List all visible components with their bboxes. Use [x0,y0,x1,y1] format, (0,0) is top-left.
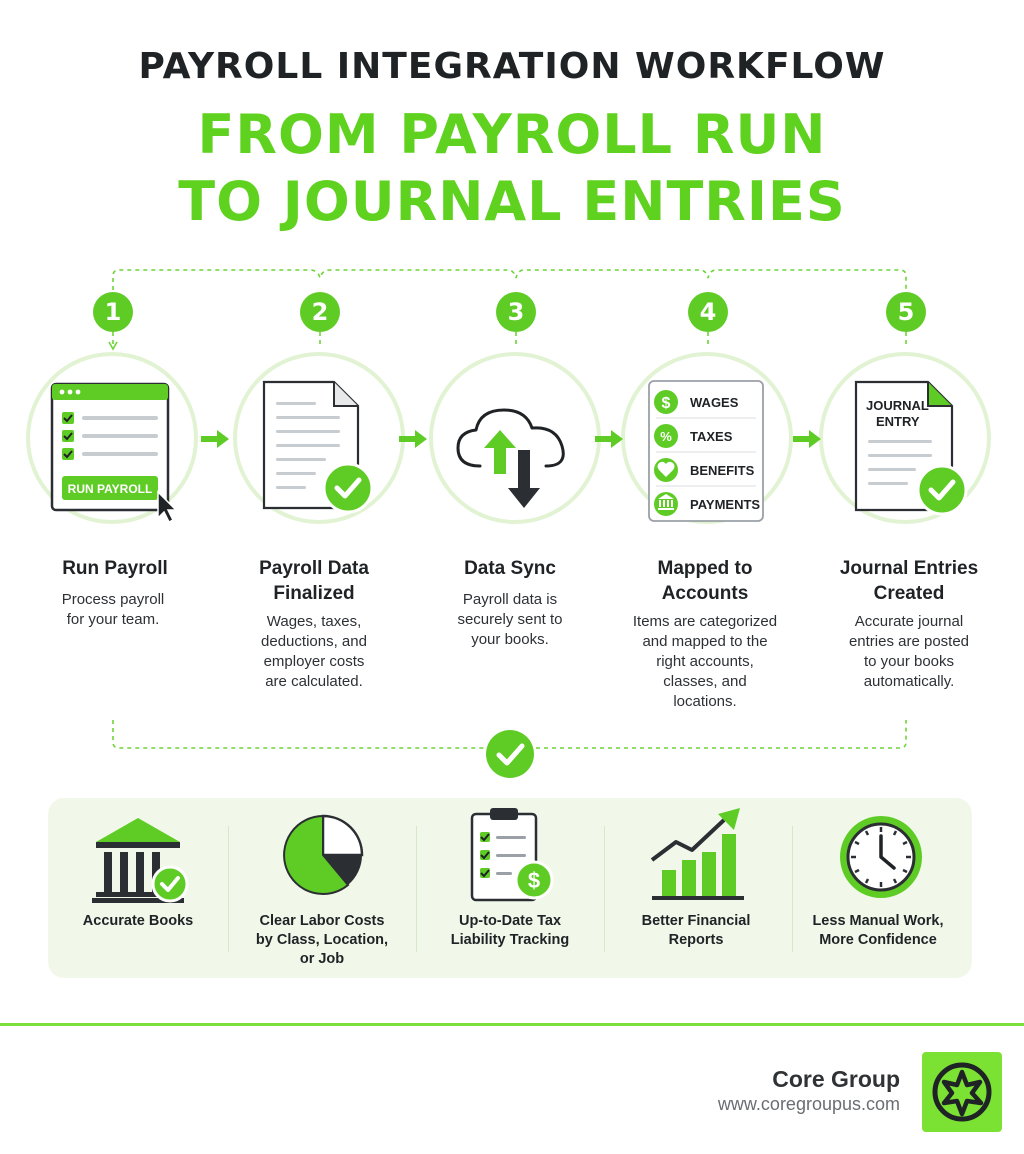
clipboard-dollar-icon [468,804,558,904]
cloud-sync-icon [452,404,576,516]
desc-line: deductions, and [261,633,367,650]
step-2-title-line-2: Finalized [273,583,355,604]
run-payroll-button: RUN PAYROLL [67,482,153,496]
desc-line: Payroll data is [462,591,558,608]
benefit-line: Clear Labor Costs [259,913,385,929]
step-5-description [824,612,994,692]
arrow-right-icon [397,428,429,450]
benefit-5 [788,912,968,950]
desc-line: right accounts, [656,653,754,670]
benefit-line: Up-to-Date Tax [458,913,562,929]
step-2-title [219,556,409,606]
step-5-title [814,556,1004,606]
page-subtitle-line-1: FROM PAYROLL RUN [197,103,827,166]
page-title: PAYROLL INTEGRATION WORKFLOW [138,46,886,87]
step-2-title-line-1: Payroll Data [259,558,369,579]
step-number-3: 3 [496,292,536,332]
account-item-taxes: TAXES [690,429,733,444]
step-3-description [425,590,595,650]
benefit-line: Accurate Books [82,913,194,929]
step-5-title-line-2: Created [873,583,945,604]
divider [228,826,229,952]
starburst-logo-icon [922,1052,1002,1132]
desc-line: your books. [471,631,549,648]
benefit-2 [232,912,412,969]
step-5-title-line-1: Journal Entries [839,558,979,579]
browser-checklist-icon [48,380,182,524]
step-4-description [620,612,790,712]
brand-block [718,1066,900,1116]
step-4-title-line-2: Accounts [661,583,749,604]
step-3-title [415,556,605,581]
journal-label-line-2: ENTRY [876,414,920,429]
account-item-payments: PAYMENTS [690,497,761,512]
brand-url[interactable]: www.coregroupus.com [717,1094,900,1114]
step-3-title-line-1: Data Sync [464,558,556,579]
step-number-5: 5 [886,292,926,332]
benefit-3 [420,912,600,950]
growth-chart-icon [648,806,748,902]
desc-line: Accurate journal [854,613,964,630]
step-2-description [229,612,399,692]
svg-text:$: $ [527,868,541,893]
desc-line: employer costs [263,653,365,670]
step-4-title [610,556,800,606]
desc-line: and mapped to the [642,633,768,650]
journal-entry-icon [850,378,970,522]
step-4-title-line-1: Mapped to [657,558,753,579]
page-subtitle-line-2: TO JOURNAL ENTRIES [178,170,846,233]
pie-chart-icon [280,812,366,898]
benefits-panel [48,798,972,978]
benefit-line: Less Manual Work, [812,913,944,929]
brand-name: Core Group [772,1066,900,1092]
account-list-icon [646,378,766,524]
journal-label-line-1: JOURNAL [866,398,929,413]
benefit-line: Reports [668,932,724,948]
desc-line: entries are posted [848,633,970,650]
bank-check-icon [90,812,190,904]
desc-line: locations. [673,693,737,710]
divider [604,826,605,952]
step-number-4: 4 [688,292,728,332]
benefit-line: Better Financial [641,913,751,929]
desc-line: securely sent to [457,611,563,628]
arrow-right-icon [593,428,625,450]
footer-divider [0,1023,1024,1026]
svg-text:$: $ [661,395,671,412]
step-number-2: 2 [300,292,340,332]
arrow-right-icon [199,428,231,450]
desc-line: are calculated. [265,673,363,690]
account-item-benefits: BENEFITS [690,463,755,478]
account-item-wages: WAGES [690,395,739,410]
benefit-line: More Confidence [819,932,937,948]
benefit-line: Liability Tracking [450,932,570,948]
desc-line: Wages, taxes, [266,613,362,630]
clock-icon [836,812,926,902]
desc-line: classes, and [663,673,747,690]
desc-line: Process payroll [61,591,165,608]
document-check-icon [258,378,378,518]
step-1-title [20,556,210,581]
step-1-title-line-1: Run Payroll [62,558,168,579]
arrow-right-icon [791,428,823,450]
desc-line: Items are categorized [632,613,778,630]
benefit-4 [606,912,786,950]
check-icon [486,730,534,778]
svg-text:%: % [660,429,672,444]
step-1-description [28,590,198,630]
desc-line: automatically. [863,673,955,690]
benefit-line: by Class, Location, [255,932,389,948]
step-number-1: 1 [93,292,133,332]
desc-line: for your team. [66,611,160,628]
desc-line: to your books [863,653,955,670]
benefit-1 [48,912,228,931]
divider [416,826,417,952]
benefit-line: or Job [299,951,345,967]
